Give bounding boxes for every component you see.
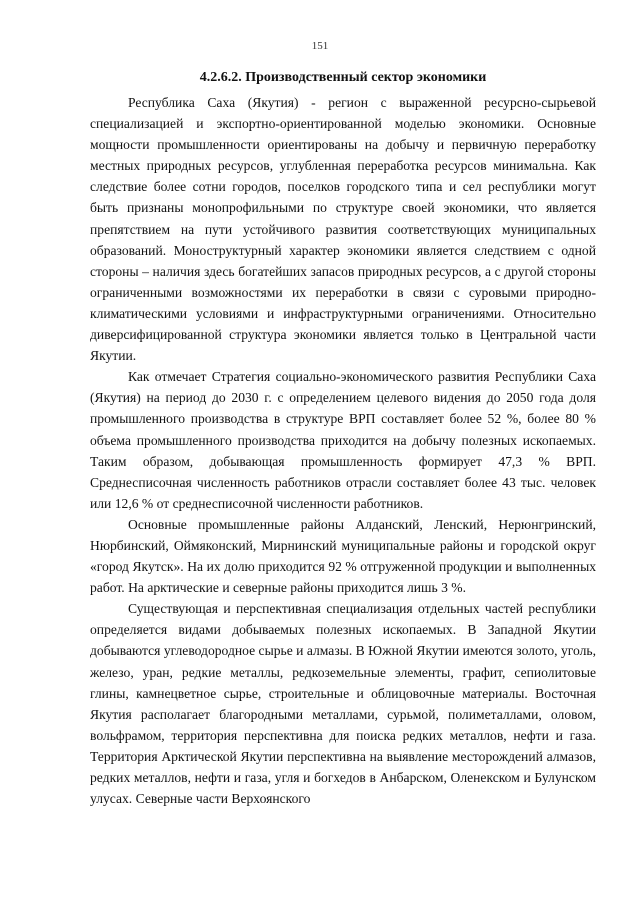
- paragraph: Как отмечает Стратегия социально-экономического развития Республики Саха (Якутия) на период до 2030 г. с определением целевого видения до 2050 года доля промышленного производства в структуре ВРП составляет более 52 %, более 80 % объема промышленного производства приходится на добычу полезных ископаемых. Таким образом, добывающая промышленность формирует 47,3 % ВРП. Среднесписочная численность работников отрасли составляет более 43 тыс. человек или 12,6 % от среднесписочной численности работников.: [90, 369, 596, 511]
- paragraph: Республика Саха (Якутия) - регион с выраженной ресурсно-сырьевой специализацией и экспортно-ориентированной моделью экономики. Основные мощности промышленности ориентированы на добычу и первичную переработку местных природных ресурсов, углубленная переработка ресурсов минимальна. Как следствие более сотни городов, поселков городского типа и сел республики могут быть признаны монопрофильными по структуре своей экономики, что является препятствием на пути устойчивого развития соответствующих муниципальных образований. Моноструктурный характер экономики является следствием с одной стороны – наличия здесь богатейших запасов природных ресурсов, а с другой стороны ограниченными возможностями их переработки в связи с суровыми природно-климатическими условиями и инфраструктурными ограничениями. Относительно диверсифицированной структура экономики является только в Центральной части Якутии.: [90, 95, 596, 364]
- page-number: 151: [311, 40, 329, 52]
- section-heading: 4.2.6.2. Производственный сектор экономики: [199, 70, 487, 85]
- paragraph: Существующая и перспективная специализация отдельных частей республики определяется видами добываемых полезных ископаемых. В Западной Якутии добываются углеводородное сырье и алмазы. В Южной Якутии имеются золото, уголь, железо, уран, редкие металлы, редкоземельные элементы, графит, сепиолитовые глины, камнецветное сырье, строительные и облицовочные материалы. Восточная Якутия располагает благородными металлами, сурьмой, полиметаллами, оловом, вольфрамом, территория перспективна для поиска редких металлов, нефти и газа. Территория Арктической Якутии перспективна на выявление месторождений алмазов, редких металлов, нефти и газа, угля и богхедов в Анбарском, Оленекском и Булунском улусах. Северные части Верхоянского: [90, 601, 596, 807]
- paragraph: Основные промышленные районы Алданский, Ленский, Нерюнгринский, Нюрбинский, Оймяконский, Мирнинский муниципальные районы и городской округ «город Якутск». На их долю приходится 92 % отгруженной продукции и выполненных работ. На арктические и северные районы приходится лишь 3 %.: [90, 516, 596, 596]
- body-text: [90, 92, 596, 809]
